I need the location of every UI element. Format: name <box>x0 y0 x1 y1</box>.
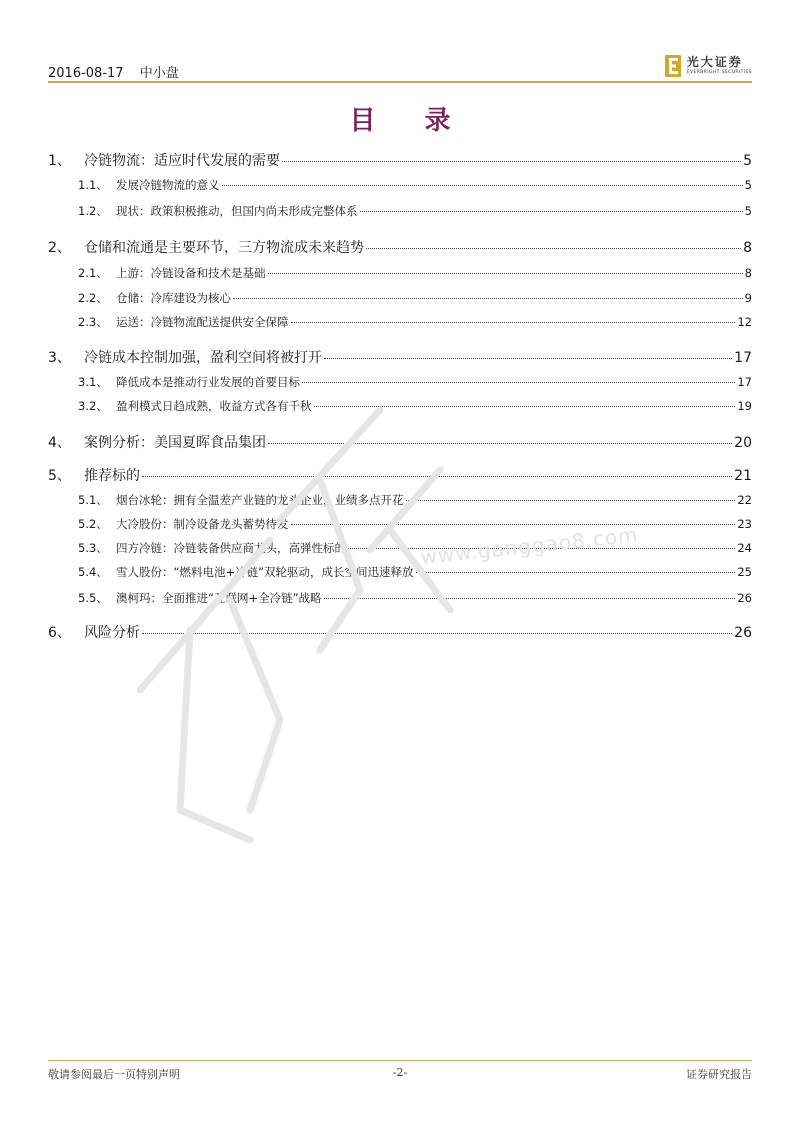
toc-entry-page: 26 <box>737 591 752 605</box>
toc-entry[interactable] <box>48 265 752 281</box>
toc-entry[interactable] <box>48 290 752 306</box>
toc-leader-dots <box>291 321 736 323</box>
footer-divider <box>48 1060 752 1061</box>
watermark-url: www.ganggao8.com <box>419 522 640 570</box>
toc-entry-number: 5、 <box>48 468 71 484</box>
toc-entry-title: 烟台冰轮：拥有全温差产业链的龙头企业，业绩多点开花 <box>116 493 404 507</box>
toc-entry-page: 23 <box>737 517 752 531</box>
toc-leader-dots <box>142 632 732 634</box>
toc-leader-dots <box>222 184 743 186</box>
toc-entry[interactable] <box>48 540 752 556</box>
toc-entry[interactable] <box>48 564 752 580</box>
toc-entry-page: 26 <box>734 625 752 641</box>
toc-entry-number: 1.1、 <box>78 178 108 192</box>
toc-entry-number: 5.3、 <box>78 541 108 555</box>
page-number: -2- <box>392 1066 408 1079</box>
toc-entry-number: 6、 <box>48 625 71 641</box>
toc-entry-number: 5.5、 <box>78 591 108 605</box>
toc-entry-title: 运送：冷链物流配送提供安全保障 <box>116 315 289 329</box>
toc-entry-number: 3.2、 <box>78 399 108 413</box>
footer-disclaimer: 敬请参阅最后一页特别声明 <box>48 1068 180 1081</box>
toc-leader-dots <box>366 247 741 249</box>
toc-entry-page: 19 <box>737 399 752 413</box>
toc-leader-dots <box>406 499 736 501</box>
toc-entry[interactable] <box>48 203 752 219</box>
toc-leader-dots <box>142 475 732 477</box>
toc-entry-page: 17 <box>734 350 752 366</box>
toc-entry[interactable] <box>48 177 752 193</box>
toc-entry-page: 25 <box>737 565 752 579</box>
toc-entry-number: 2、 <box>48 240 71 256</box>
everbright-logo-icon <box>665 55 681 77</box>
header-meta <box>48 62 191 81</box>
toc-leader-dots <box>314 405 736 407</box>
toc-entry-number: 4、 <box>48 435 71 451</box>
toc-entry-title: 推荐标的 <box>84 468 140 484</box>
toc-leader-dots <box>416 571 736 573</box>
toc-entry-page: 21 <box>734 468 752 484</box>
toc-entry-number: 2.2、 <box>78 291 108 305</box>
toc-leader-dots <box>233 297 743 299</box>
toc-entry-title: 冷链成本控制加强，盈利空间将被打开 <box>84 350 322 366</box>
toc-entry[interactable] <box>48 622 752 642</box>
toc-entry[interactable] <box>48 150 752 170</box>
header-divider <box>48 81 752 83</box>
toc-entry-number: 5.1、 <box>78 493 108 507</box>
toc-entry[interactable] <box>48 347 752 367</box>
toc-entry-number: 2.1、 <box>78 266 108 280</box>
toc-entry[interactable] <box>48 516 752 532</box>
toc-entry-title: 风险分析 <box>84 625 140 641</box>
footer-report-type: 证券研究报告 <box>686 1068 752 1081</box>
toc-entry-page: 20 <box>734 435 752 451</box>
toc-leader-dots <box>282 160 741 162</box>
toc-entry-page: 5 <box>744 204 752 218</box>
toc-leader-dots <box>291 523 736 525</box>
toc-entry[interactable] <box>48 432 752 452</box>
toc-entry-title: 雪人股份：“燃料电池+冷链”双轮驱动，成长空间迅速释放 <box>116 565 414 579</box>
toc-entry-number: 3、 <box>48 350 71 366</box>
toc-entry-title: 仓储：冷库建设为核心 <box>116 291 231 305</box>
toc-leader-dots <box>268 442 732 444</box>
toc-entry-number: 5.2、 <box>78 517 108 531</box>
toc-entry-page: 5 <box>744 178 752 192</box>
toc-entry-number: 5.4、 <box>78 565 108 579</box>
report-category: 中小盘 <box>139 66 179 81</box>
page-footer <box>48 1066 752 1082</box>
toc-leader-dots <box>268 272 743 274</box>
toc-entry-title: 盈利模式日趋成熟，收益方式各有千秋 <box>116 399 312 413</box>
toc-entry-number: 3.1、 <box>78 375 108 389</box>
toc-entry-title: 上游：冷链设备和技术是基础 <box>116 266 266 280</box>
toc-entry-page: 24 <box>737 541 752 555</box>
toc-entry[interactable] <box>48 398 752 414</box>
toc-entry[interactable] <box>48 314 752 330</box>
toc-entry-title: 降低成本是推动行业发展的首要目标 <box>116 375 300 389</box>
toc-entry-page: 8 <box>744 266 752 280</box>
toc-entry-page: 17 <box>737 375 752 389</box>
toc-entry-page: 22 <box>737 493 752 507</box>
toc-entry[interactable] <box>48 374 752 390</box>
toc-entry[interactable] <box>48 590 752 606</box>
toc-entry-title: 仓储和流通是主要环节，三方物流成未来趋势 <box>84 240 364 256</box>
toc-entry-number: 1、 <box>48 153 71 169</box>
logo-name-cn: 光大证券 <box>686 55 743 70</box>
toc-entry-page: 12 <box>737 315 752 329</box>
toc-entry[interactable] <box>48 492 752 508</box>
logo-name-en: EVERBRIGHT SECURITIES <box>686 70 752 76</box>
toc-entry-title: 大冷股份：制冷设备龙头蓄势待发 <box>116 517 289 531</box>
toc-leader-dots <box>302 381 735 383</box>
toc-entry-title: 澳柯玛：全面推进“互联网+全冷链”战略 <box>116 591 322 605</box>
page-header <box>48 52 752 82</box>
toc-entry-title: 四方冷链：冷链装备供应商龙头，高弹性标的 <box>116 541 346 555</box>
toc-entry-title: 冷链物流：适应时代发展的需要 <box>84 153 280 169</box>
toc-entry-title: 案例分析：美国夏晖食品集团 <box>84 435 266 451</box>
toc-entry-title: 发展冷链物流的意义 <box>116 178 220 192</box>
toc-leader-dots <box>324 597 736 599</box>
toc-entry-number: 1.2、 <box>78 204 108 218</box>
toc-leader-dots <box>324 357 732 359</box>
toc-entry-number: 2.3、 <box>78 315 108 329</box>
company-logo <box>665 52 752 80</box>
report-date: 2016-08-17 <box>48 66 124 81</box>
toc-title: 目 录 <box>349 106 471 136</box>
toc-entry[interactable] <box>48 465 752 485</box>
toc-entry-page: 9 <box>744 291 752 305</box>
toc-entry-page: 5 <box>743 153 752 169</box>
toc-entry[interactable] <box>48 237 752 257</box>
toc-entry-page: 8 <box>743 240 752 256</box>
toc-leader-dots <box>360 210 743 212</box>
toc-entry-title: 现状：政策积极推动，但国内尚未形成完整体系 <box>116 204 358 218</box>
